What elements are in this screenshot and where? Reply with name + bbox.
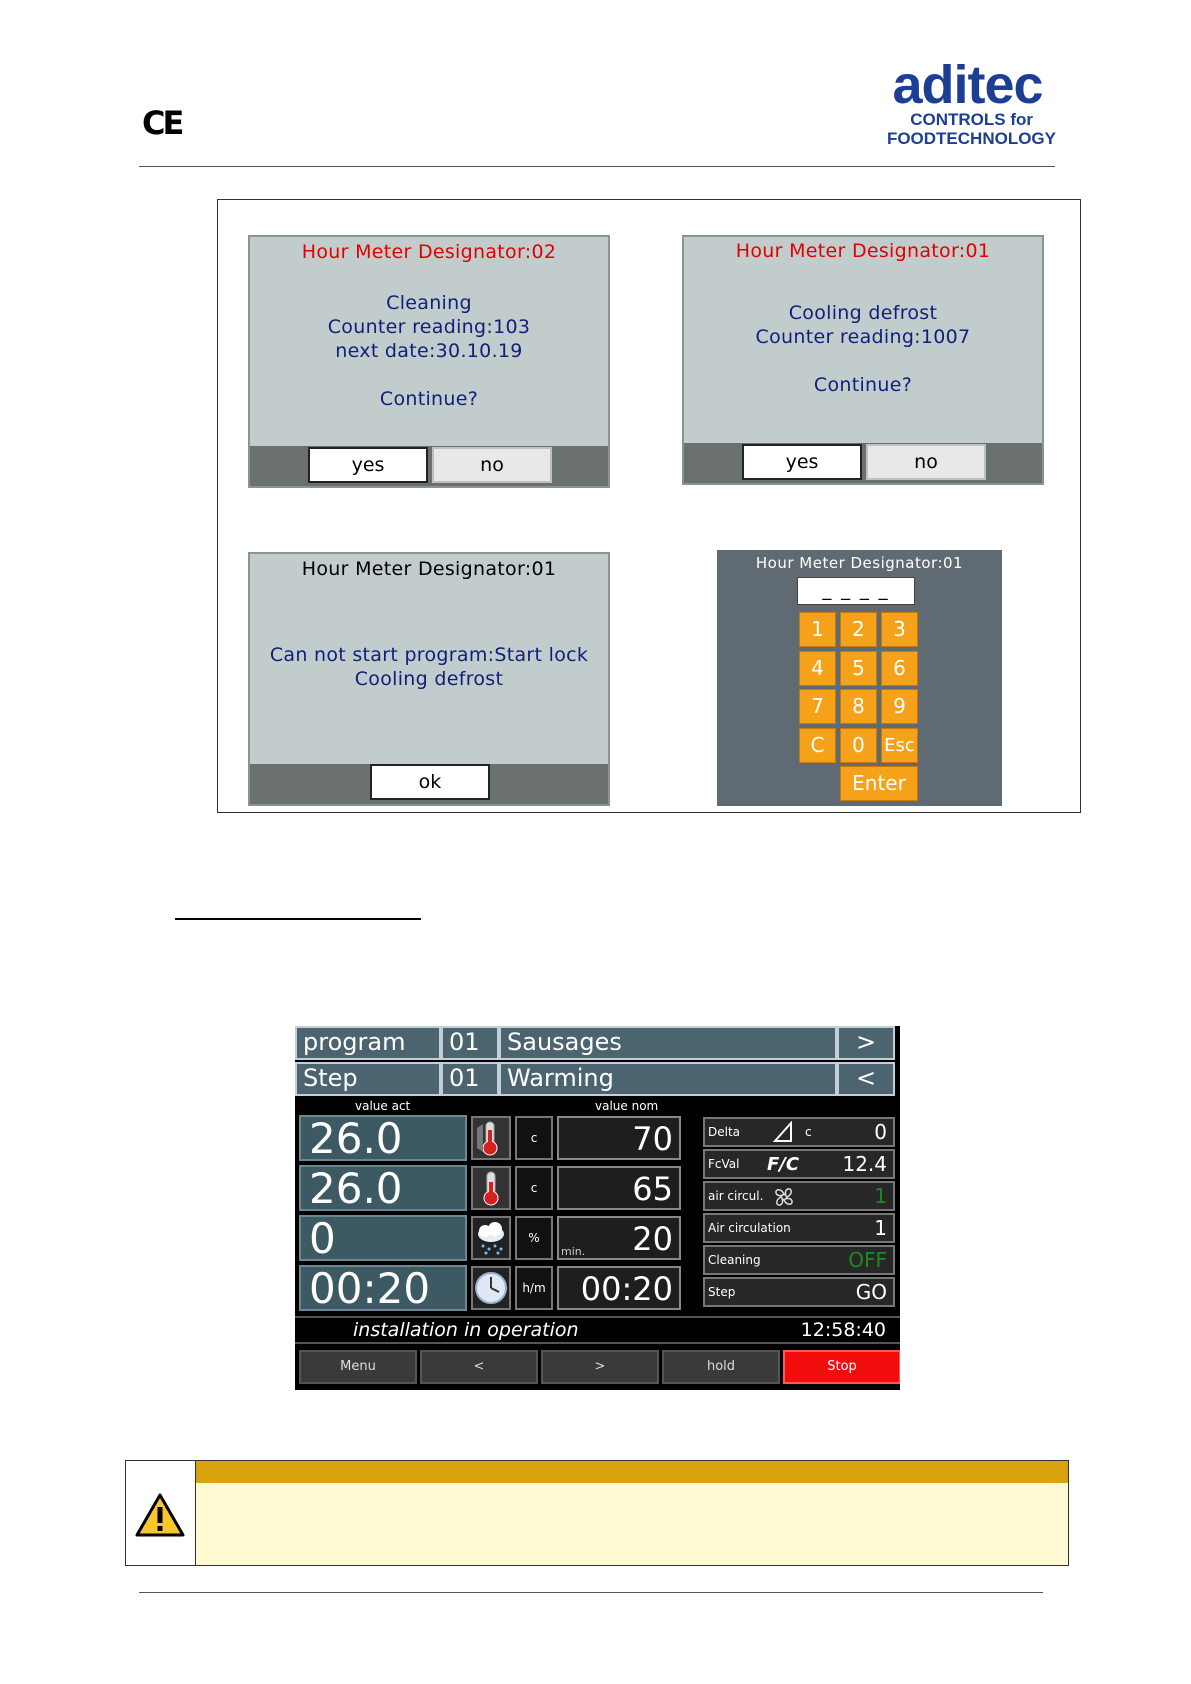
cleaning-label: Cleaning [708, 1253, 761, 1267]
no-button[interactable]: no [432, 447, 552, 483]
logo-subtitle-line1: CONTROLS for [910, 110, 1033, 129]
delta-unit: c [805, 1125, 812, 1139]
step-status-label: Step [708, 1285, 736, 1299]
footer-rule [139, 1592, 1043, 1593]
hold-button[interactable]: hold [662, 1350, 780, 1384]
key-esc[interactable]: Esc [881, 728, 918, 763]
unit-label: % [515, 1216, 553, 1260]
dialog-line: next date:30.10.19 [335, 340, 523, 362]
keypad-dialog [717, 550, 1002, 806]
no-button[interactable]: no [866, 444, 986, 480]
key-7[interactable]: 7 [799, 689, 836, 724]
dialog-line: Cooling defrost [354, 668, 504, 690]
key-4[interactable]: 4 [799, 651, 836, 686]
key-1[interactable]: 1 [799, 612, 836, 647]
dialog-title: Hour Meter Designator:01 [735, 240, 991, 262]
air-circulation-label: Air circulation [708, 1221, 791, 1235]
clock-icon [471, 1266, 511, 1310]
logo-subtitle-line2: FOODTECHNOLOGY [886, 129, 1056, 148]
value-act-label: value act [355, 1099, 411, 1113]
step-status-value: GO [855, 1280, 887, 1304]
menu-button[interactable]: Menu [299, 1350, 417, 1384]
cleaning-value: OFF [848, 1248, 887, 1272]
header-rule [139, 166, 1055, 167]
air-circul-row [703, 1181, 895, 1211]
dialog-start-lock [248, 552, 610, 806]
fcval-value: 12.4 [842, 1152, 887, 1176]
aditec-logo: aditec [892, 55, 1043, 115]
step-go-row[interactable] [703, 1277, 895, 1307]
nominal-value: 65 [632, 1170, 673, 1208]
ce-mark: CE [142, 104, 182, 142]
actual-humidity: 0 [299, 1215, 467, 1261]
prev-step-button[interactable]: < [837, 1062, 895, 1096]
dialog-line: Continue? [379, 388, 479, 410]
status-text: installation in operation [353, 1319, 579, 1341]
nominal-value: 20 [632, 1220, 673, 1258]
next-button[interactable]: > [541, 1350, 659, 1384]
dialog-line: Can not start program:Start lock [269, 644, 589, 666]
min-label: min. [561, 1245, 586, 1258]
dialog-line: Cleaning [386, 292, 472, 314]
fc-symbol: F/C [767, 1154, 800, 1175]
air-circul-value: 1 [874, 1184, 887, 1208]
dialog-button-bar [250, 764, 608, 804]
fcval-row [703, 1149, 895, 1179]
dialog-hour-meter-02 [248, 235, 610, 488]
step-number[interactable]: 01 [441, 1062, 499, 1096]
actual-time: 00:20 [299, 1265, 467, 1311]
dialog-button-bar [250, 446, 608, 486]
key-2[interactable]: 2 [840, 612, 877, 647]
dialog-title: Hour Meter Designator:01 [301, 558, 557, 580]
dialog-line: Continue? [813, 374, 913, 396]
yes-button[interactable]: yes [742, 444, 862, 480]
fcval-label: FcVal [708, 1157, 740, 1171]
dialog-button-bar [684, 443, 1042, 483]
unit-label: h/m [515, 1266, 553, 1310]
yes-button[interactable]: yes [308, 447, 428, 483]
unit-label: c [515, 1166, 553, 1210]
air-circulation-row[interactable] [703, 1213, 895, 1243]
fan-icon [771, 1184, 797, 1214]
ok-button[interactable]: ok [370, 764, 490, 800]
previous-button[interactable]: < [420, 1350, 538, 1384]
delta-icon [771, 1121, 795, 1147]
program-label: program [295, 1026, 441, 1060]
section-heading-underline [175, 918, 421, 920]
dialog-title: Hour Meter Designator:02 [301, 241, 557, 263]
delta-value: 0 [874, 1120, 887, 1144]
dialog-line: Counter reading:1007 [755, 326, 971, 348]
value-nom-label: value nom [595, 1099, 659, 1113]
delta-label: Delta [708, 1125, 741, 1139]
program-number[interactable]: 01 [441, 1026, 499, 1060]
status-bar [295, 1316, 900, 1344]
keypad-title: Hour Meter Designator:01 [755, 554, 964, 572]
thermometer-icon [471, 1116, 511, 1160]
nominal-value: 00:20 [580, 1270, 673, 1308]
delta-row [703, 1117, 895, 1147]
nominal-time[interactable] [557, 1266, 681, 1310]
thermometer-core-icon [471, 1166, 511, 1210]
key-9[interactable]: 9 [881, 689, 918, 724]
hmi-main-screen [295, 1026, 900, 1390]
warning-body [196, 1483, 1068, 1565]
step-name[interactable]: Warming [499, 1062, 837, 1096]
key-8[interactable]: 8 [840, 689, 877, 724]
actual-core-temperature: 26.0 [299, 1165, 467, 1211]
key-clear[interactable]: C [799, 728, 836, 763]
nominal-temperature[interactable] [557, 1116, 681, 1160]
dialog-line: Cooling defrost [788, 302, 938, 324]
warning-header-bar [196, 1461, 1068, 1483]
warning-icon-cell [125, 1460, 196, 1566]
unit-label: c [515, 1116, 553, 1160]
key-enter[interactable]: Enter [840, 766, 918, 801]
dialog-line: Counter reading:103 [327, 316, 531, 338]
nominal-core-temperature[interactable] [557, 1166, 681, 1210]
dialog-hour-meter-01 [682, 235, 1044, 485]
key-5[interactable]: 5 [840, 651, 877, 686]
nominal-value: 70 [632, 1120, 673, 1158]
stop-button[interactable]: Stop [783, 1350, 900, 1384]
key-0[interactable]: 0 [840, 728, 877, 763]
air-circul-label: air circul. [708, 1189, 764, 1203]
nominal-humidity[interactable] [557, 1216, 681, 1260]
next-program-button[interactable]: > [837, 1026, 895, 1060]
program-name[interactable]: Sausages [499, 1026, 837, 1060]
key-6[interactable]: 6 [881, 651, 918, 686]
humidity-cloud-icon [471, 1216, 511, 1260]
warning-triangle-icon [134, 1492, 186, 1538]
actual-temperature: 26.0 [299, 1115, 467, 1161]
step-label: Step [295, 1062, 441, 1096]
air-circulation-value: 1 [874, 1216, 887, 1240]
key-3[interactable]: 3 [881, 612, 918, 647]
keypad-display[interactable]: _ _ _ _ [797, 577, 915, 605]
clock-display: 12:58:40 [800, 1319, 886, 1341]
cleaning-row[interactable] [703, 1245, 895, 1275]
